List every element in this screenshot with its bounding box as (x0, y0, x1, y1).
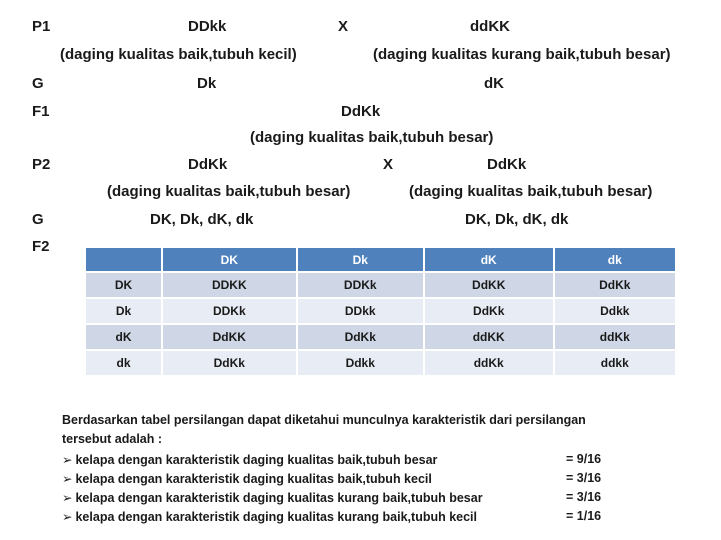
table-cell: ddKk (554, 324, 676, 350)
summary-item (62, 452, 437, 467)
p1-left-genotype: DDkk (188, 18, 227, 35)
table-header-cell: dk (554, 248, 676, 272)
punnett-square-table (86, 248, 677, 375)
g2-label: G (32, 211, 44, 228)
table-cell: ddKk (424, 350, 554, 375)
summary-item (62, 490, 483, 505)
table-cell: DdKk (297, 324, 424, 350)
summary-item-text: kelapa dengan karakteristik daging kualitas kurang baik,tubuh besar (75, 491, 483, 505)
g1-right-gamete: dK (484, 75, 504, 92)
table-row (86, 324, 676, 350)
table-cell: DDKK (162, 272, 297, 298)
table-cell: DDKk (297, 272, 424, 298)
p1-right-genotype: ddKK (470, 18, 510, 35)
summary-intro-line1: Berdasarkan tabel persilangan dapat diketahui munculnya karakteristik dari persilangan (62, 413, 586, 427)
f2-label: F2 (32, 238, 50, 255)
table-header-cell (86, 248, 162, 272)
p1-left-description: (daging kualitas baik,tubuh kecil) (60, 46, 297, 63)
table-cell: DDkk (297, 298, 424, 324)
table-cell: DdKK (162, 324, 297, 350)
arrow-bullet-icon: ➢ (62, 472, 73, 486)
g2-left-gametes: DK, Dk, dK, dk (150, 211, 254, 228)
p2-label: P2 (32, 156, 51, 173)
arrow-bullet-icon: ➢ (62, 510, 73, 524)
summary-item-ratio: = 1/16 (566, 509, 602, 523)
row-header-cell: dk (86, 350, 162, 375)
summary-item-text: kelapa dengan karakteristik daging kualitas baik,tubuh kecil (75, 472, 432, 486)
p2-right-genotype: DdKk (487, 156, 527, 173)
table-row (86, 350, 676, 375)
f1-description: (daging kualitas baik,tubuh besar) (250, 129, 494, 146)
table-cell: ddKK (424, 324, 554, 350)
p1-label: P1 (32, 18, 51, 35)
arrow-bullet-icon: ➢ (62, 491, 73, 505)
p2-left-description: (daging kualitas baik,tubuh besar) (107, 183, 351, 200)
arrow-bullet-icon: ➢ (62, 453, 73, 467)
g1-label: G (32, 75, 44, 92)
g1-left-gamete: Dk (197, 75, 217, 92)
summary-item-ratio: = 9/16 (566, 452, 602, 466)
table-cell: DdKk (162, 350, 297, 375)
table-header-cell: DK (162, 248, 297, 272)
summary-item-text: kelapa dengan karakteristik daging kualitas kurang baik,tubuh kecil (75, 510, 478, 524)
f1-label: F1 (32, 103, 50, 120)
row-header-cell: DK (86, 272, 162, 298)
p2-cross-symbol: X (383, 156, 394, 173)
g2-right-gametes: DK, Dk, dK, dk (465, 211, 569, 228)
table-cell: Ddkk (297, 350, 424, 375)
summary-item (62, 471, 432, 486)
p1-cross-symbol: X (338, 18, 349, 35)
p2-left-genotype: DdKk (188, 156, 228, 173)
p1-right-description: (daging kualitas kurang baik,tubuh besar) (373, 46, 671, 63)
row-header-cell: Dk (86, 298, 162, 324)
table-cell: ddkk (554, 350, 676, 375)
summary-item-ratio: = 3/16 (566, 490, 602, 504)
table-cell: Ddkk (554, 298, 676, 324)
table-row (86, 298, 676, 324)
summary-item-ratio: = 3/16 (566, 471, 602, 485)
summary-item-text: kelapa dengan karakteristik daging kualitas baik,tubuh besar (75, 453, 438, 467)
row-header-cell: dK (86, 324, 162, 350)
table-cell: DdKk (554, 272, 676, 298)
p2-right-description: (daging kualitas baik,tubuh besar) (409, 183, 653, 200)
table-header-cell: Dk (297, 248, 424, 272)
summary-intro-line2: tersebut adalah : (62, 432, 163, 446)
summary-item (62, 509, 477, 524)
table-cell: DdKk (424, 298, 554, 324)
table-cell: DdKK (424, 272, 554, 298)
table-header-cell: dK (424, 248, 554, 272)
table-row (86, 272, 676, 298)
f1-genotype: DdKk (341, 103, 381, 120)
table-header-row (86, 248, 676, 272)
table-cell: DDKk (162, 298, 297, 324)
